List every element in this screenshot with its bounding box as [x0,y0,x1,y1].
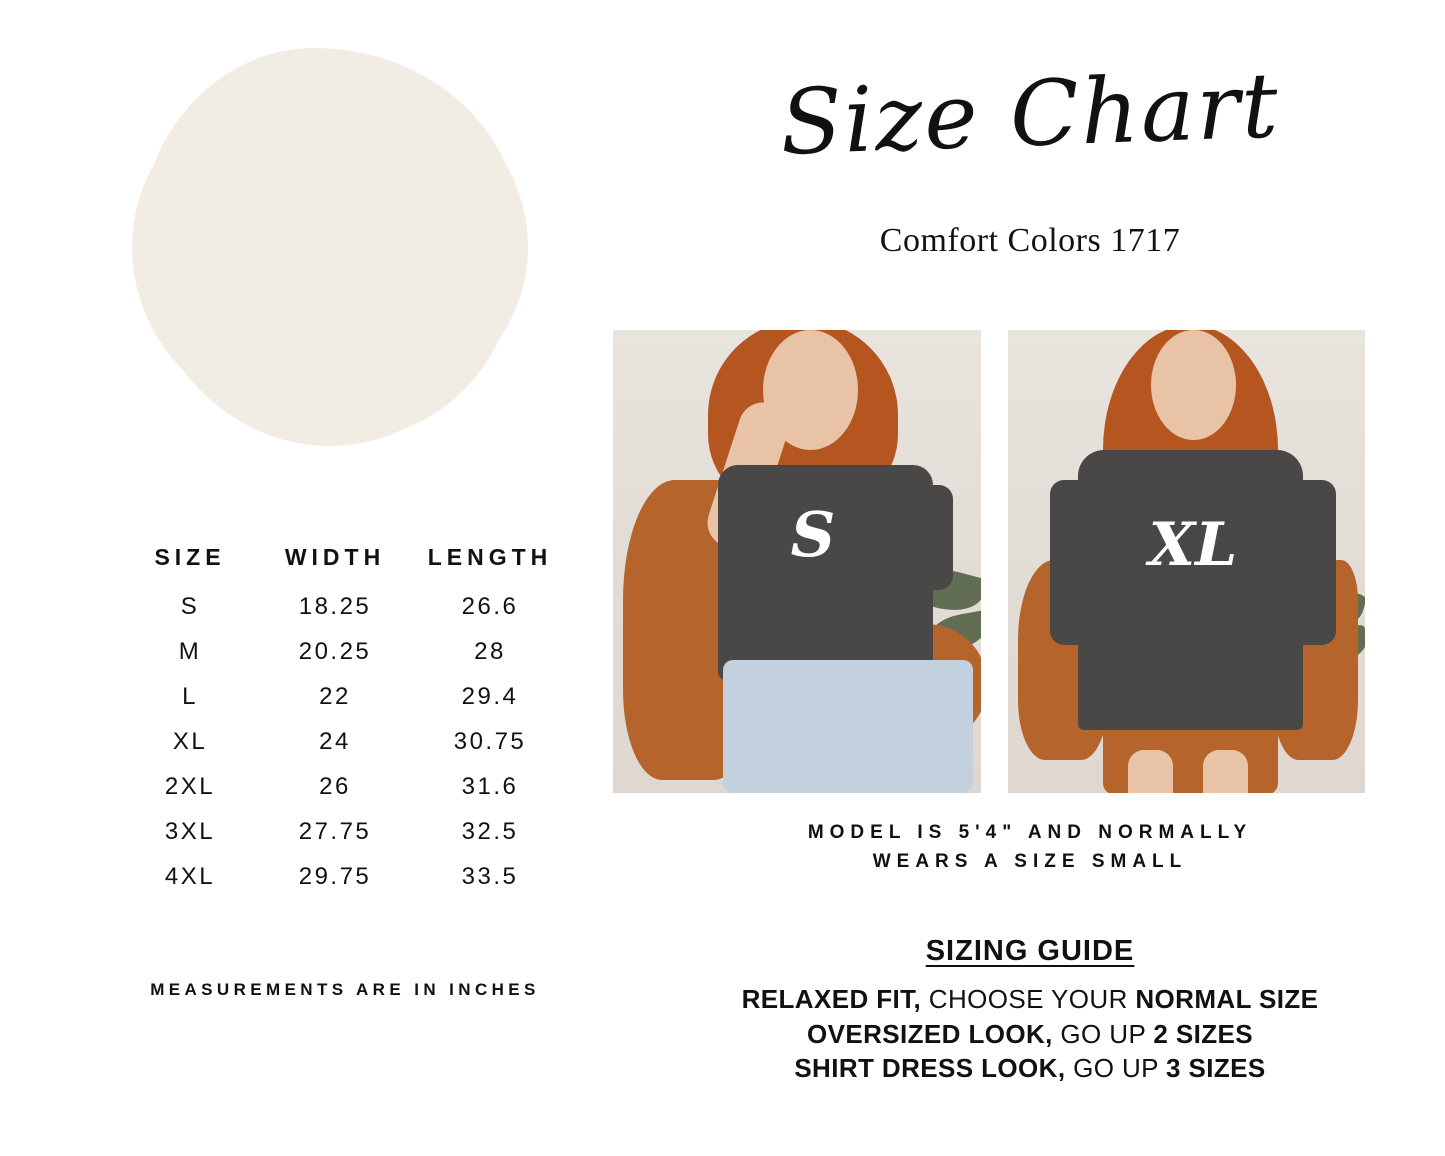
cell-length: 28 [474,637,506,665]
measurements-note: MEASUREMENTS ARE IN INCHES [150,980,540,999]
model-note-line-2: WEARS A SIZE SMALL [872,851,1188,873]
photo-model-xl [1008,330,1365,793]
guide-line-1-rest: CHOOSE YOUR [921,984,1136,1014]
model-note [650,818,1410,877]
guide-line-3-rest: GO UP [1065,1053,1167,1084]
table-row [120,764,580,809]
shirt-letter-small: S [790,498,836,571]
face-shape [1151,330,1236,440]
cell-width: 26 [319,772,351,800]
cell-length: 30.75 [453,727,527,755]
sizing-guide-line [630,1017,1430,1052]
cell-length: 31.6 [461,772,519,800]
sizing-guide-line [630,982,1430,1017]
cell-length: 33.5 [461,862,519,890]
decorative-blob-badge [140,48,520,446]
cell-size: L [182,682,198,710]
cell-width: 20.25 [298,637,372,665]
left-column [0,0,610,1156]
column-header-length: LENGTH [427,543,553,570]
sizing-guide-title: SIZING GUIDE [925,935,1135,967]
leg-shape [1203,750,1248,793]
table-row [120,809,580,854]
tshirt-sleeve-shape [1288,480,1336,645]
guide-line-3-strong: SHIRT DRESS LOOK, [794,1053,1066,1084]
model-photos [610,330,1445,800]
table-row [120,584,580,629]
table-row [120,629,580,674]
cell-size: S [180,592,200,620]
right-column [610,0,1445,1156]
cell-size: 3XL [164,817,216,845]
size-table [120,530,580,899]
page-title: Size Chart [778,53,1282,176]
cell-width: 18.25 [298,592,372,620]
sizing-guide-line [630,1051,1430,1086]
cell-length: 26.6 [461,592,519,620]
model-note-line-1: MODEL IS 5'4" AND NORMALLY [807,822,1253,843]
shirt-letter-xl: XL [1148,510,1238,580]
cell-width: 24 [319,727,351,755]
sizing-guide-lines [630,982,1430,1086]
guide-line-1-strong: RELAXED FIT, [741,984,922,1014]
photo-model-small [613,330,981,793]
tshirt-sleeve-shape [891,485,953,590]
column-header-width: WIDTH [284,543,386,570]
cell-width: 29.75 [298,862,372,890]
cell-width: 22 [319,682,351,710]
jeans-shape [723,660,973,793]
leg-shape [1128,750,1173,793]
cell-length: 32.5 [461,817,519,845]
cell-width: 27.75 [298,817,372,845]
table-row [120,854,580,899]
guide-line-2-strong: OVERSIZED LOOK, [806,1018,1053,1049]
tshirt-shape [1078,450,1303,730]
guide-line-1-strong2: NORMAL SIZE [1135,984,1319,1014]
guide-line-3-strong2: 3 SIZES [1166,1053,1266,1084]
table-header-row [120,530,580,584]
table-row [120,719,580,764]
column-header-size: SIZE [154,543,226,570]
cell-size: 2XL [164,772,216,800]
cell-size: 4XL [164,862,216,890]
guide-line-2-strong2: 2 SIZES [1153,1018,1253,1049]
cell-length: 29.4 [461,682,519,710]
cell-size: M [178,637,202,665]
page-subtitle: Comfort Colors 1717 [879,222,1181,259]
tshirt-sleeve-shape [1050,480,1098,645]
guide-line-2-rest: GO UP [1052,1018,1154,1049]
cell-size: XL [172,727,208,755]
table-row [120,674,580,719]
